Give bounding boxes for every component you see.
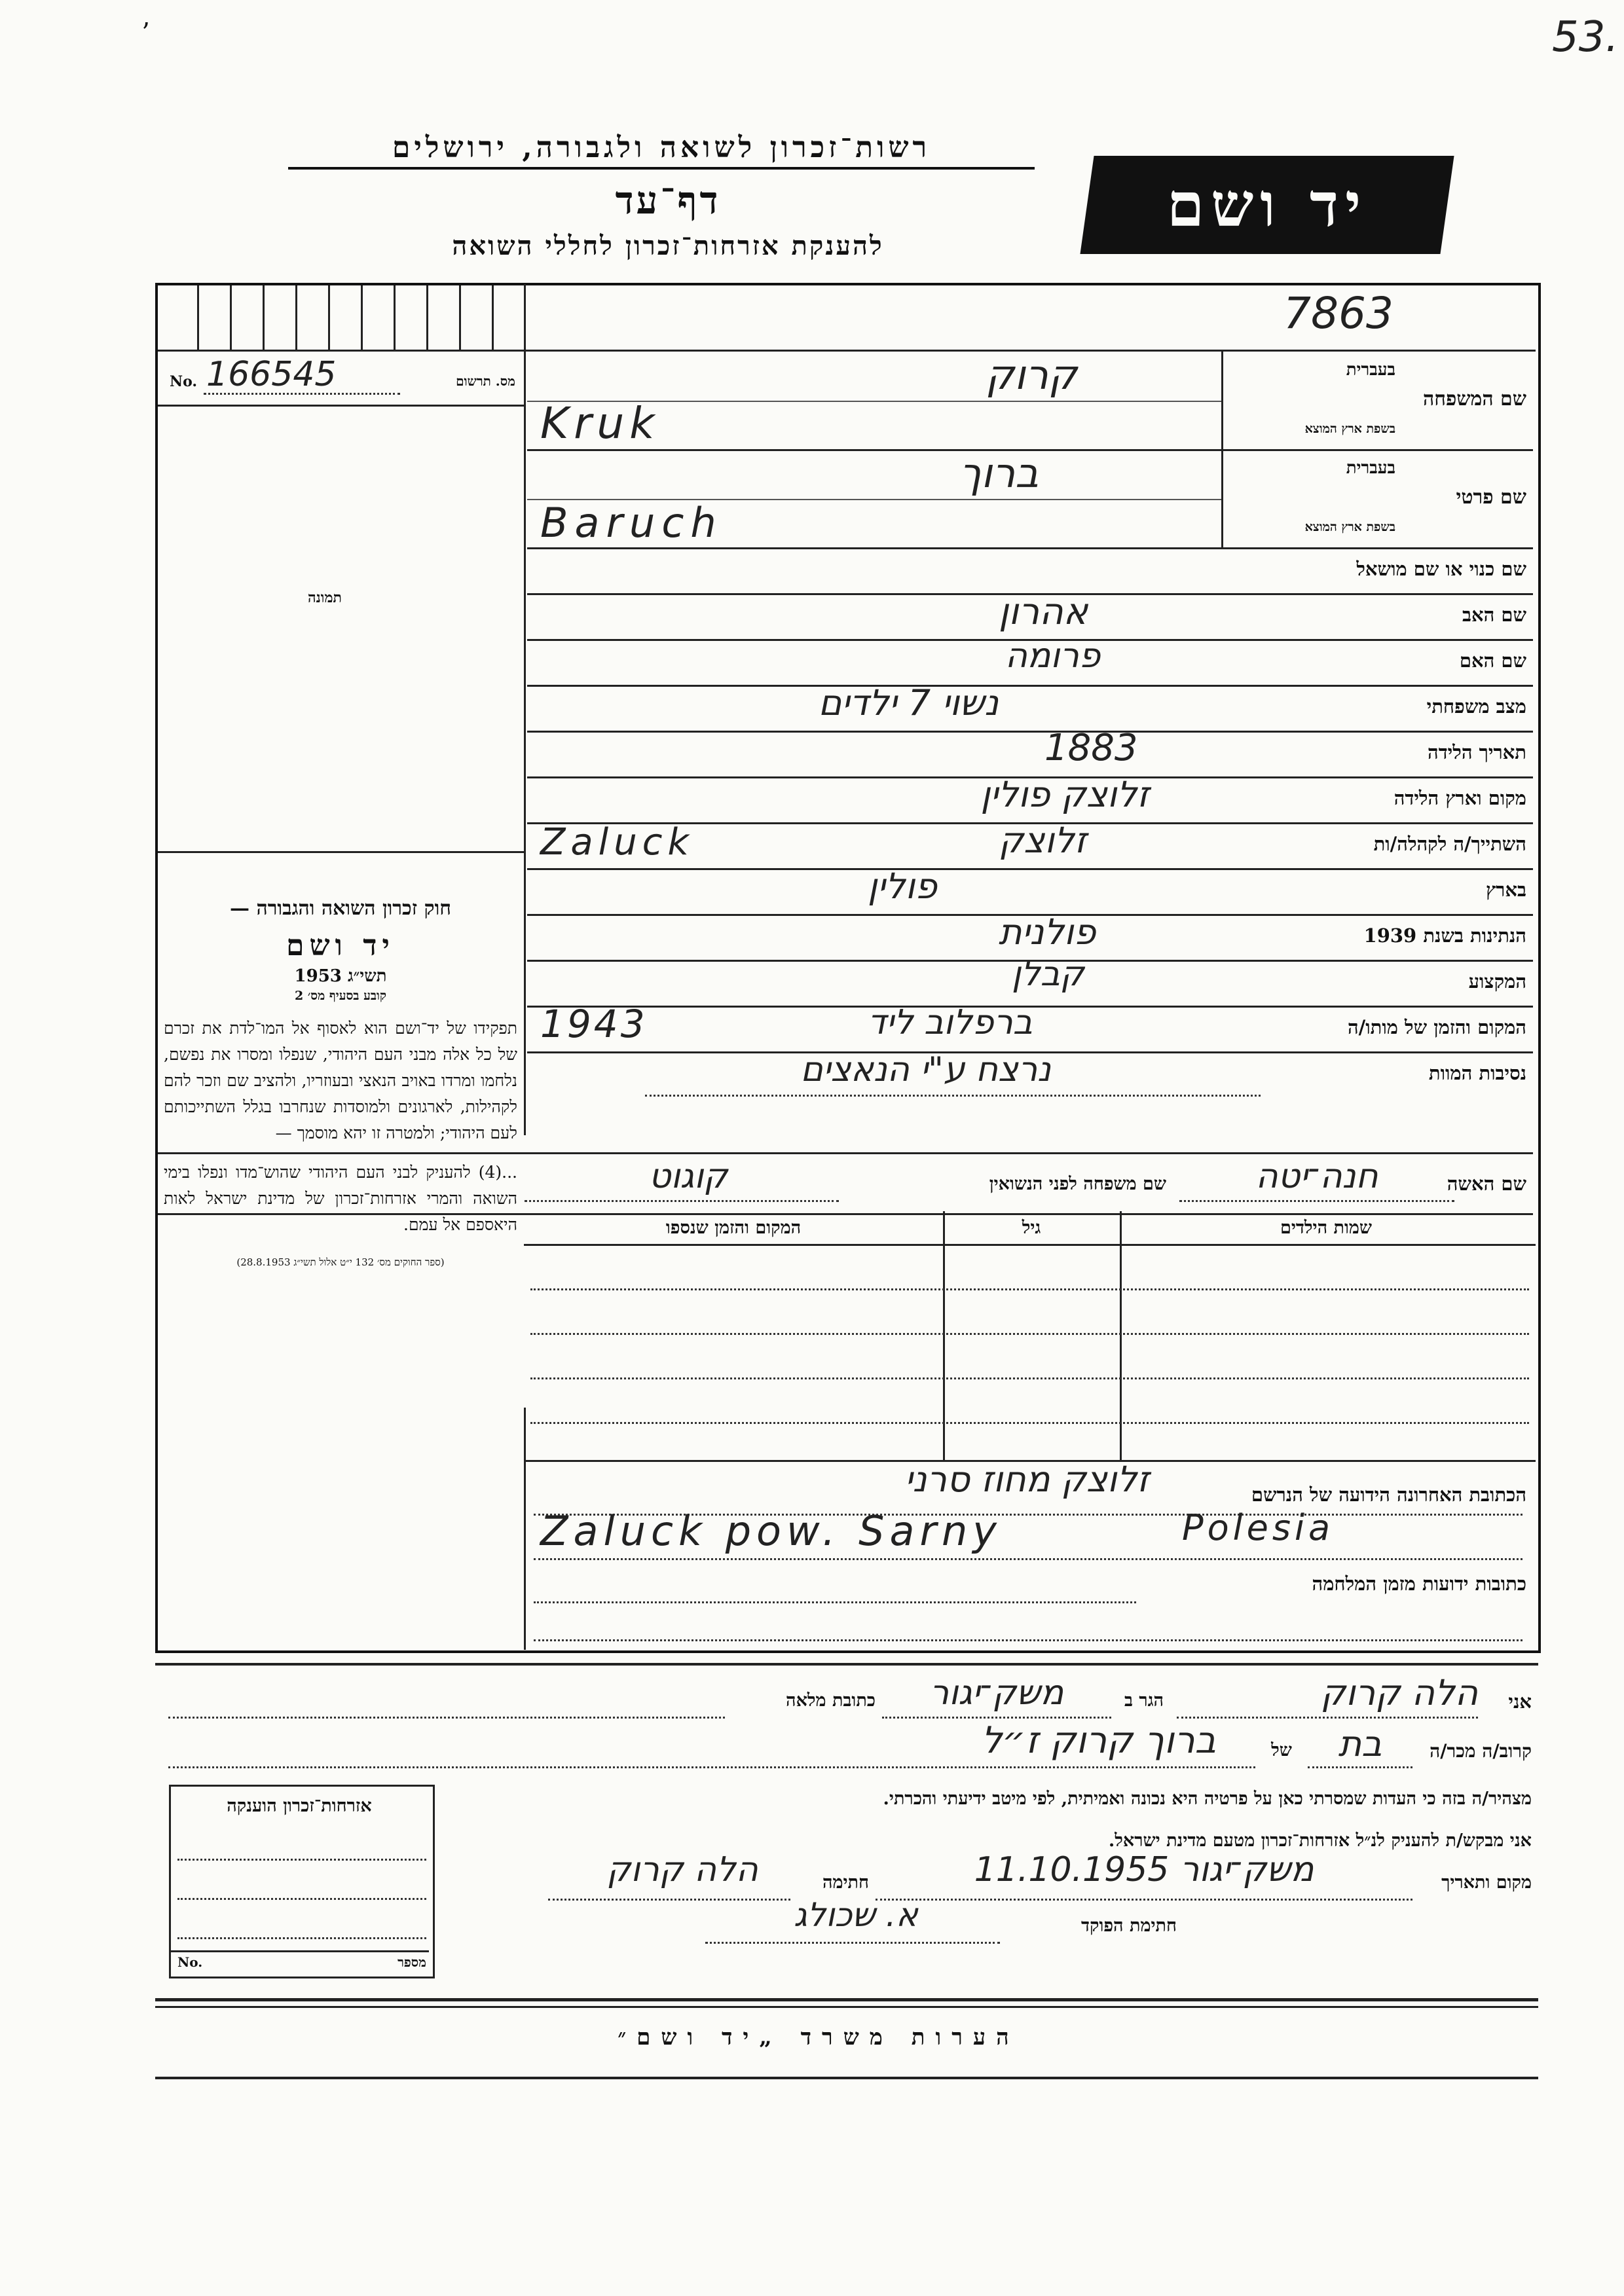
surname-he-label: בעברית (1346, 360, 1395, 380)
firstname-label: שם פרטי (1456, 486, 1526, 509)
footer-notes: הערות משרד „יד ושם״ (618, 2024, 1020, 2050)
relation-of-value: ברוך קרוק ז״ל (981, 1719, 1216, 1762)
maiden-label: שם משפחה לפני הנשואין (989, 1174, 1166, 1194)
death-label: המקום והזמן של מותו/ה (1347, 1016, 1526, 1038)
wife-label: שם האשה (1447, 1173, 1526, 1195)
declarant-name: הלה קרוק (1320, 1672, 1478, 1713)
form-subtitle: להענקת אזרחות־זכרון לחללי השואה (452, 230, 884, 261)
top-number: 7863 (1283, 288, 1393, 338)
certificate-number-prefix: No. (177, 1954, 203, 1970)
death-circ-label: נסיבות המוות (1428, 1062, 1526, 1084)
certificate-number-label: מספר (397, 1954, 426, 1970)
reg-label: מס. תרשום (456, 373, 515, 389)
official-signature: א. שכולג (794, 1896, 918, 1934)
children-table (524, 1211, 1536, 1460)
last-address-region: Polesia (1182, 1507, 1335, 1548)
fields-area (527, 351, 1533, 1163)
surname-row (527, 351, 1533, 451)
wartime-address-label: כתובות ידועות מזמן המלחמה (1312, 1573, 1526, 1595)
surname-orig-label: בשפת ארץ המוצא (1304, 422, 1395, 436)
profession-value: קבלן (1012, 955, 1084, 994)
death-circ-value: נרצח ע"י הנאצים (800, 1050, 1051, 1089)
corner-mark: ʼ (141, 18, 149, 48)
country-value: פולין (868, 866, 937, 907)
community-row (527, 822, 1533, 870)
death-value: ברפלוב ליד (868, 1003, 1033, 1042)
surname-he-value: קרוק (986, 351, 1077, 399)
relation-value: בת (1338, 1723, 1382, 1764)
certificate-title: אזרחות־זכרון הוענקה (227, 1796, 372, 1816)
nickname-row (527, 547, 1533, 595)
nickname-label: שם כנוי או שם מושאל (1356, 558, 1526, 580)
request-text: אני מבקש/ת להעניק לנ״ל אזרחות־זכרון מטעם מדינת ישראל. (1108, 1831, 1532, 1851)
official-label: חתימת הפוקד (1081, 1916, 1177, 1936)
children-header-age: גיל (1022, 1218, 1041, 1238)
citizenship-label: הנתינות בשנת 1939 (1363, 924, 1526, 947)
mother-label: שם האם (1459, 649, 1526, 672)
marital-row (527, 682, 1533, 733)
declaration-text: מצהיר/ה בזה כי העדות שמסרתי כאן על פרטיה היא נכונה ואמיתית, לפי מיטב ידיעתי והכרתי. (883, 1789, 1532, 1809)
birthdate-label: תאריך הלידה (1428, 741, 1526, 763)
resides-value: משק־יגור (929, 1673, 1064, 1713)
of-label: של (1271, 1740, 1292, 1760)
country-label: בארץ (1486, 879, 1526, 901)
mother-row (527, 636, 1533, 687)
firstname-orig-label: בשפת ארץ המוצא (1304, 520, 1395, 534)
birthdate-row (527, 727, 1533, 778)
children-header-names: שמות הילדים (1280, 1218, 1373, 1238)
country-row (527, 868, 1533, 916)
wife-value: חנה־יטה (1255, 1157, 1378, 1196)
address-section (527, 1461, 1533, 1648)
yad-vashem-logo (1080, 156, 1454, 254)
children-header-place: המקום והזמן שנספו (665, 1218, 802, 1238)
profession-label: המקצוע (1468, 970, 1526, 993)
signature-value: הלה קרוק (606, 1850, 758, 1889)
resides-label: הגר ב (1124, 1690, 1164, 1711)
relation-label: קרוב/ה מכר/ה (1430, 1740, 1532, 1762)
firstname-he-label: בעברית (1346, 458, 1395, 478)
photo-label: תמונה (308, 589, 342, 606)
place-date-value: משק־יגור 11.10.1955 (974, 1850, 1314, 1889)
place-date-label: מקום ותאריך (1441, 1872, 1532, 1893)
law-year: תשי״ג 1953 (294, 966, 387, 986)
page-number: 53. (1552, 13, 1619, 62)
mother-value: פרומה (1005, 636, 1101, 676)
birthdate-value: 1883 (1044, 727, 1138, 769)
father-label: שם האב (1462, 604, 1526, 626)
reg-prefix: No. (170, 373, 198, 390)
father-value: אהרון (999, 591, 1088, 633)
law-citation: (ספר החוקים מס׳ 132 י״ט אלול תשי״ג 28.8.1953) (236, 1256, 445, 1268)
maiden-value: קוגוט (648, 1157, 728, 1196)
community-value: זלוצק (999, 820, 1087, 861)
column-divider (524, 284, 526, 1135)
marital-label: מצב משפחתי (1426, 695, 1526, 718)
last-address-label: הכתובת האחרונה הידועה של הנרשם (1251, 1484, 1526, 1506)
death-year: 1943 (540, 1002, 648, 1046)
firstname-orig-value: Baruch (540, 499, 723, 547)
signature-label: חתימה (822, 1872, 869, 1893)
father-row (527, 593, 1533, 641)
last-address-value: זלוצק מחוז סרני (904, 1459, 1149, 1500)
authority-title: רשות־זכרון לשואה ולגבורה, ירושלים (288, 131, 1035, 170)
wife-row (158, 1152, 1533, 1215)
birthplace-value: זלוצק פולין (980, 774, 1149, 815)
reg-value: 166545 (206, 355, 337, 394)
law-para-1: תפקידו של יד־ושם הוא לאסוף אל המו־לדת את זכרם של כל אלה מבני העם היהודי, שנפלו ומסרו את נפשם, נלחמו ומרדו באויב הנאצי ובעוזריו, ולהציב שם וזכר להם לקהילות, לארגונים ולמוסדות שנחרבו בגלל השתייכותם לעם היהודי; ולמטרה זו יהא מוסמך — (164, 1019, 517, 1142)
death-row (527, 1002, 1533, 1053)
law-name: יד ושם (286, 929, 395, 962)
birthplace-row (527, 776, 1533, 824)
full-address-label: כתובת מלאה (786, 1690, 876, 1711)
profession-row (527, 955, 1533, 1008)
code-strip (158, 285, 525, 352)
certificate-box (169, 1785, 435, 1978)
law-para-2: ...(4) להעניק לבני העם היהודי שהוש־מדו ונפלו בימי השואה והמרי אזרחות־זכרון של מדינת ישראל לאות היאספם אל עמם. (164, 1163, 517, 1234)
firstname-row (527, 449, 1533, 549)
registration-number (167, 355, 521, 399)
law-section: קובע בסעיף מס׳ 2 (294, 989, 387, 1003)
community-orig-value: Zaluck (540, 821, 694, 864)
community-label: השתייך/ה לקהלה/ות (1373, 833, 1526, 855)
declarant-i-label: אני (1508, 1690, 1532, 1713)
birthplace-label: מקום וארץ הלידה (1393, 787, 1526, 809)
firstname-he-value: ברוך (959, 449, 1039, 497)
death-circ-row (527, 1051, 1533, 1097)
form-title: דף־עד (615, 178, 721, 223)
law-title: חוק זכרון השואה והגבורה — (230, 897, 451, 920)
citizenship-value: פולנית (999, 911, 1096, 953)
surname-label: שם המשפחה (1422, 388, 1526, 410)
surname-orig-value: Kruk (540, 398, 660, 448)
logo-text: יד ושם (1166, 170, 1368, 240)
last-address-latin: Zaluck pow. Sarny (540, 1507, 1002, 1555)
marital-value: נשוי 7 ילדים (818, 682, 999, 723)
